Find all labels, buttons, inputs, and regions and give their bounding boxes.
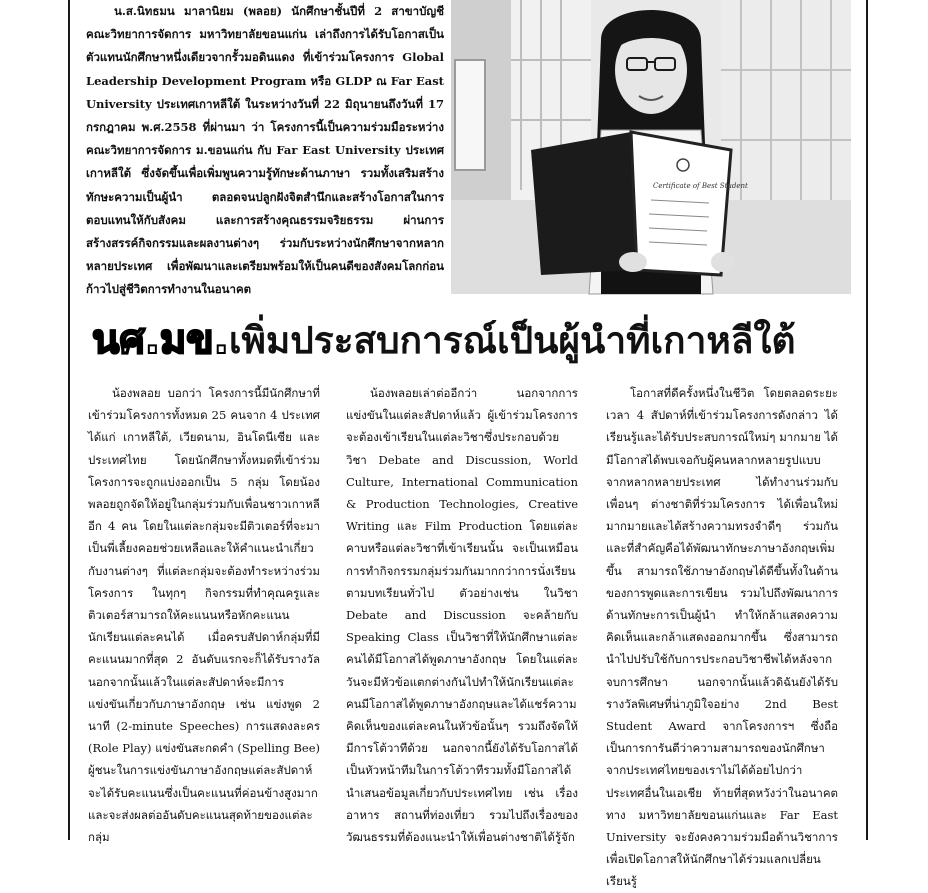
intro-text: น.ส.นิทธมน มาลานิยม (พลอย) นักศึกษาชั้นปีที่ 2 สาขาบัญชี คณะวิทยาการจัดการ มหาวิทยาลัยขอนแก่น เล่าถึงการได้รับโอกาสเป็นตัวแทนนักศึกษาหนึ่งเดียวจากรั้วมอดินแดง ที่เข้าร่วมโครงการ Global Leadership Development Program หรือ GLDP ณ Far East University ประเทศเกาหลีใต้ ในระหว่างวันที่ 22 มิถุนายนถึงวันที่ 17 กรกฎาคม พ.ศ.2558 ที่ผ่านมา ว่า โครงการนี้เป็นความร่วมมือระหว่างคณะวิทยาการจัดการ ม.ขอนแก่น กับ Far East University ประเทศเกาหลีใต้ ซึ่งจัดขึ้นเพื่อเพิ่มพูนความรู้ทักษะด้านภาษา รวมทั้งเสริมสร้างทักษะความเป็นผู้นำ ตลอดจนปลูกฝังจิตสำนึกและสร้างโอกาสในการตอบแทนให้กับสังคม และการสร้างคุณธรรมจริยธรรม ผ่านการสร้างสรรค์กิจกรรมและผลงานต่างๆ ร่วมกับระหว่างนักศึกษาจากหลากหลายประเทศ เพื่อพัฒนาและเตรียมพร้อมให้เป็นคนดีของสังคมโลกก่อนก้าวไปสู่ชีวิตการทำงานในอนาคต <box>86 4 444 297</box>
student-photo <box>451 0 851 294</box>
certificate-title: Certificate of Best Student <box>653 182 748 190</box>
headline-solid-part: เพิ่มประสบการณ์เป็นผู้นำที่เกาหลีใต้ <box>228 319 796 362</box>
column-3-text: โอกาสที่ดีครั้งหนึ่งในชีวิต โดยตลอดระยะเวลา 4 สัปดาห์ที่เข้าร่วมโครงการดังกล่าว ได้เรียนรู้และได้รับประสบการณ์ใหม่ๆ มากมาย ได้มีโอกาสได้พบเจอกับผู้คนหลากหลายรูปแบบจากหลากหลายประเทศ ได้ทำงานร่วมกับเพื่อนๆ ต่างชาติที่ร่วมโครงการ ได้เพื่อนใหม่มากมายและได้สร้างความทรงจำดีๆ ร่วมกัน และที่สำคัญคือได้พัฒนาทักษะภาษาอังกฤษเพิ่มขึ้น สามารถใช้ภาษาอังกฤษได้ดีขึ้นทั้งในด้านของการพูดและการเขียน รวมไปถึงพัฒนาการด้านทักษะการเป็นผู้นำ ทำให้กล้าแสดงความคิดเห็นและกล้าแสดงออกมากขึ้น ซึ่งสามารถนำไปปรับใช้กับการประกอบวิชาชีพได้หลังจากจบการศึกษา นอกจากนั้นแล้วดิฉันยังได้รับรางวัลพิเศษที่น่าภูมิใจอย่าง 2nd Best Student Award จากโครงการฯ ซึ่งถือเป็นการการันตีว่าความสามารถของนักศึกษาจากประเทศไทยของเราไม่ได้ด้อยไปกว่าประเทศอื่นในเอเชีย ท้ายที่สุดหวังว่าในอนาคตทาง มหาวิทยาลัยขอนแก่นและ Far East University จะยังคงความร่วมมือด้านวิชาการเพื่อเปิดโอกาสให้นักศึกษาได้ร่วมแลกเปลี่ยนเรียนรู้ <box>606 386 838 889</box>
body-column-3 <box>606 382 838 889</box>
body-column-1 <box>88 382 320 845</box>
column-1-text: น้องพลอย บอกว่า โครงการนี้มีนักศึกษาที่เข้าร่วมโครงการทั้งหมด 25 คนจาก 4 ประเทศ ได้แก่ เกาหลีใต้, เวียดนาม, อินโดนีเซีย และประเทศไทย โดยนักศึกษาทั้งหมดที่เข้าร่วมโครงการจะถูกแบ่งออกเป็น 5 กลุ่ม โดยน้องพลอยถูกจัดให้อยู่ในกลุ่มร่วมกับเพื่อนชาวเกาหลีอีก 4 คน โดยในแต่ละกลุ่มจะมีติวเตอร์ที่จะมาเป็นพี่เลี้ยงคอยช่วยเหลือและให้คำแนะนำเกี่ยวกับงานต่างๆ ที่แต่ละกลุ่มจะต้องทำระหว่างร่วมโครงการ ในทุกๆ กิจกรรมที่ทำคุณครูและติวเตอร์สามารถให้คะแนนหรือหักคะแนนนักเรียนแต่ละคนได้ เมื่อครบสัปดาห์กลุ่มที่มีคะแนนมากที่สุด 2 อันดับแรกจะก็ได้รับรางวัล นอกจากนั้นแล้วในแต่ละสัปดาห์จะมีการแข่งขันเกี่ยวกับภาษาอังกฤษ เช่น แข่งพูด 2 นาที (2-minute Speeches) การแสดงละคร (Role Play) แข่งขันสะกดคำ (Spelling Bee) ผู้ชนะในการแข่งขันภาษาอังกฤษแต่ละสัปดาห์จะได้รับคะแนนซึ่งเป็นคะแนนที่ค่อนข้างสูงมาก และจะส่งผลต่ออันดับคะแนนสุดท้ายของแต่ละกลุ่ม <box>88 386 320 845</box>
intro-paragraph <box>86 0 444 296</box>
column-2-text: น้องพลอยเล่าต่ออีกว่า นอกจากการแข่งขันในแต่ละสัปดาห์แล้ว ผู้เข้าร่วมโครงการจะต้องเข้าเรียนในแต่ละวิชาซึ่งประกอบด้วยวิชา Debate and Discussion, World Culture, International Communication & Production Technologies, Creative Writing และ Film Production โดยแต่ละคาบหรือแต่ละวิชาที่เข้าเรียนนั้น จะเป็นเหมือนการทำกิจกรรมกลุ่มร่วมกันมากกว่าการนั่งเรียนตามบทเรียนทั่วไป ตัวอย่างเช่น ในวิชา Debate and Discussion จะคล้ายกับ Speaking Class เป็นวิชาที่ให้นักศึกษาแต่ละคนได้มีโอกาสได้พูดภาษาอังกฤษ โดยในแต่ละวันจะมีหัวข้อแตกต่างกันไปทำให้นักเรียนแต่ละคนมีโอกาสได้พูดภาษาอังกฤษและได้แชร์ความคิดเห็นของแต่ละคนในหัวข้อนั้นๆ รวมถึงจัดให้มีการโต้วาทีด้วย นอกจากนี้ยังได้รับโอกาสได้เป็นหัวหน้าทีมในการโต้วาทีรวมทั้งมีโอกาสได้นำเสนอข้อมูลเกี่ยวกับประเทศไทย เช่น เรื่องอาหาร สถานที่ท่องเที่ยว รวมไปถึงเรื่องของวัฒนธรรมที่ต้องแนะนำให้เพื่อนต่างชาติได้รู้จัก <box>346 386 578 845</box>
article-headline <box>92 308 852 372</box>
right-page-border <box>866 0 868 840</box>
headline-outlined-part: นศ.มข. <box>92 317 229 363</box>
body-column-2 <box>346 382 578 845</box>
left-page-border <box>68 0 70 840</box>
